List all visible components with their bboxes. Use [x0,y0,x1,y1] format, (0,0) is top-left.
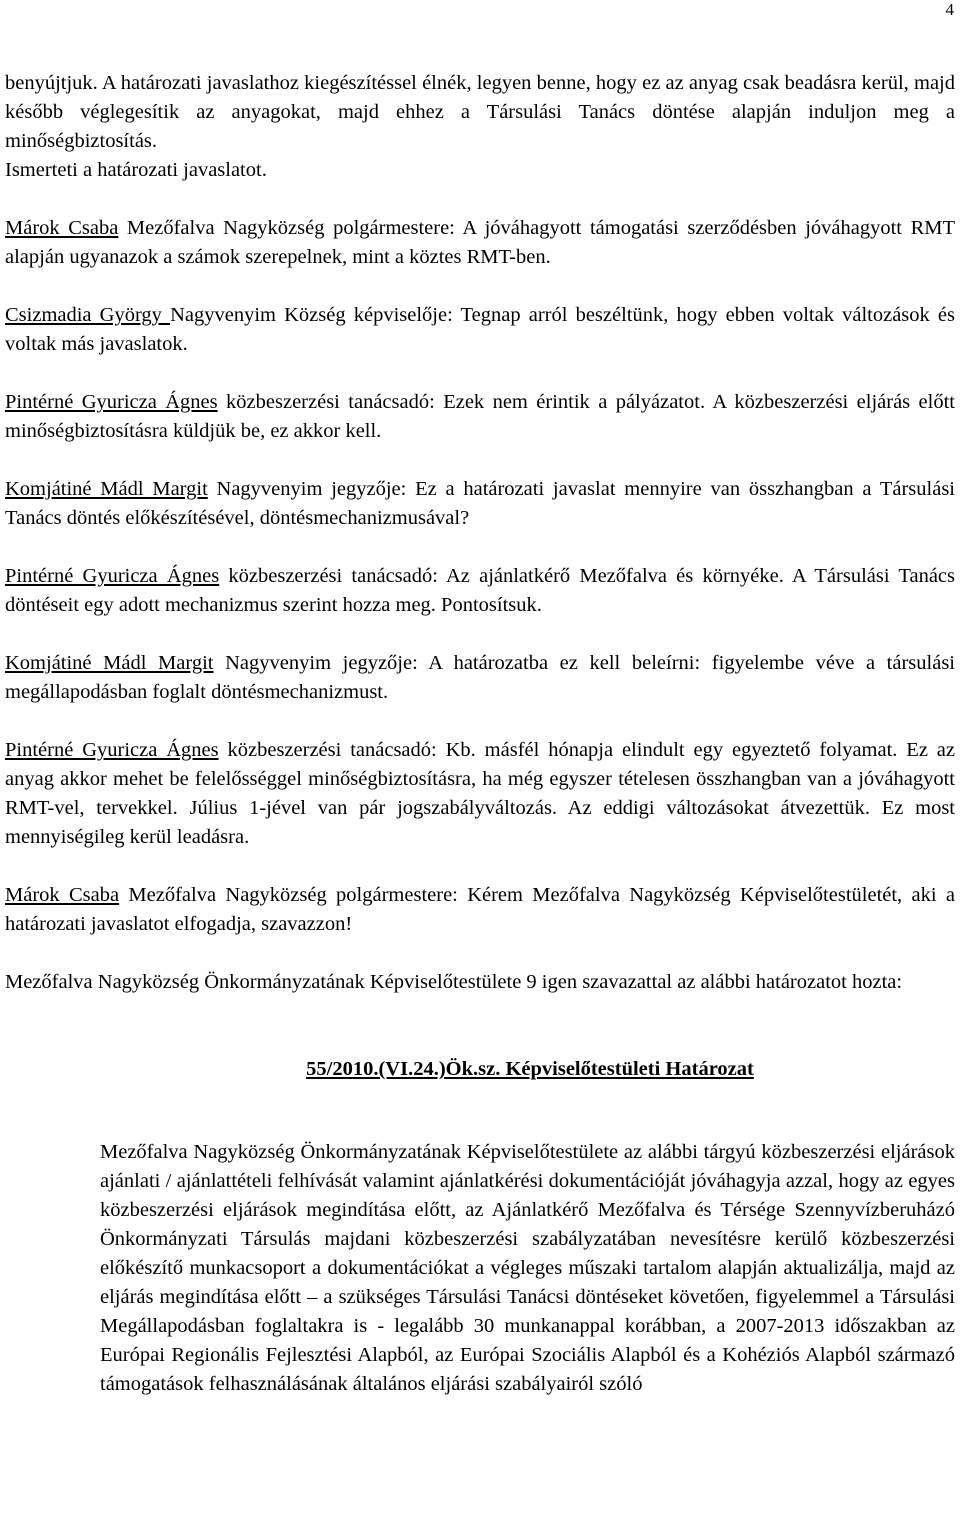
statement-4 [5,475,955,533]
speaker-name: Pintérné Gyuricza Ágnes [5,565,220,587]
statement-text: Nagyvenyim Község képviselője: Tegnap arról beszéltünk, hogy ebben voltak változások és voltak más javaslatok. [5,304,955,355]
statement-6 [5,649,955,707]
resolution-title: 55/2010.(VI.24.)Ök.sz. Képviselőtestületi Határozat [306,1058,754,1080]
intro-text: benyújtjuk. A határozati javaslathoz kiegészítéssel élnék, legyen benne, hogy ez az anyag csak beadásra kerül, majd később véglegesítik az anyagokat, majd ehhez a Társulási Tanács döntése alapján induljon meg a minőségbiztosítás. [5,72,955,152]
vote-statement: Mezőfalva Nagyközség Önkormányzatának Képviselőtestülete 9 igen szavazattal az alábbi határozatot hozta: [5,971,903,993]
speaker-name: Márok Csaba [5,884,120,906]
statement-text: közbeszerzési tanácsadó: Kb. másfél hónapja elindult egy egyeztető folyamat. Ez az anyag akkor mehet be felelősséggel minőségbiztosításra, ha még egyszer tételesen összhangban van a jóváhagyott RMT-vel, tervekkel. Július 1-jével van pár jogszabályváltozás. Az eddigi változásokat átvezettük. Ez most mennyiségileg kerül leadásra. [5,739,956,848]
document-body [5,69,955,1399]
speaker-name: Pintérné Gyuricza Ágnes [5,391,218,413]
statement-text: Nagyvenyim jegyzője: A határozatba ez kell beleírni: figyelembe véve a társulási megállapodásban foglalt döntésmechanizmust. [5,652,956,703]
statement-5 [5,562,955,620]
statement-2 [5,301,955,359]
speaker-name: Komjátiné Mádl Margit [5,478,208,500]
statement-text: közbeszerzési tanácsadó: Ezek nem érintik a pályázatot. A közbeszerzési eljárás előtt minőségbiztosításra küldjük be, ez akkor kell. [5,391,955,442]
speaker-name: Pintérné Gyuricza Ágnes [5,739,219,761]
resolution-body: Mezőfalva Nagyközség Önkormányzatának Képviselőtestülete az alábbi tárgyú közbeszerzési eljárások ajánlati / ajánlattételi felhívását valamint ajánlatkérési dokumentációját jóváhagyja azzal, hogy az egyes közbeszerzési eljárások megindítása előtt, az Ajánlatkérő Mezőfalva és Térsége Szennyvízberuházó Önkormányzati Társulás majdani közbeszerzési szabályzatában nevesítésre kerülő közbeszerzési előkészítő munkacsoport a dokumentációkat a végleges műszaki tartalom alapján aktualizálja, majd az eljárás megindítása előtt – a szükséges Társulási Tanácsi döntéseket követően, figyelemmel a Társulási Megállapodásban foglaltakra is - legalább 30 munkanappal korábban, a 2007-2013 időszakban az Európai Regionális Fejlesztési Alapból, az Európai Szociális Alapból és a Kohéziós Alapból származó támogatások felhasználásának általános eljárási szabályairól szóló [100,1141,955,1395]
statement-text: közbeszerzési tanácsadó: Az ajánlatkérő Mezőfalva és környéke. A Társulási Tanács döntéseit egy adott mechanizmus szerint hozza meg. Pontosítsuk. [5,565,955,616]
intro-line2: Ismerteti a határozati javaslatot. [5,159,267,181]
statement-7 [5,736,955,852]
statement-1 [5,214,955,272]
speaker-name: Komjátiné Mádl Margit [5,652,214,674]
paragraph-intro [5,69,955,185]
statement-text: Mezőfalva Nagyközség polgármestere: Kérem Mezőfalva Nagyközség Képviselőtestületét, aki a határozati javaslatot elfogadja, szavazzon! [5,884,955,935]
statement-text: Nagyvenyim jegyzője: Ez a határozati javaslat mennyire van összhangban a Társulási Tanács döntés előkészítésével, döntésmechanizmusával? [5,478,955,529]
statement-text: Mezőfalva Nagyközség polgármestere: A jóváhagyott támogatási szerződésben jóváhagyott RMT alapján ugyanazok a számok szerepelnek, mint a köztes RMT-ben. [5,217,955,268]
speaker-name: Márok Csaba [5,217,119,239]
statement-3 [5,388,955,446]
page-number: 4 [945,0,954,19]
speaker-name: Csizmadia György [5,304,171,326]
statement-8 [5,881,955,939]
